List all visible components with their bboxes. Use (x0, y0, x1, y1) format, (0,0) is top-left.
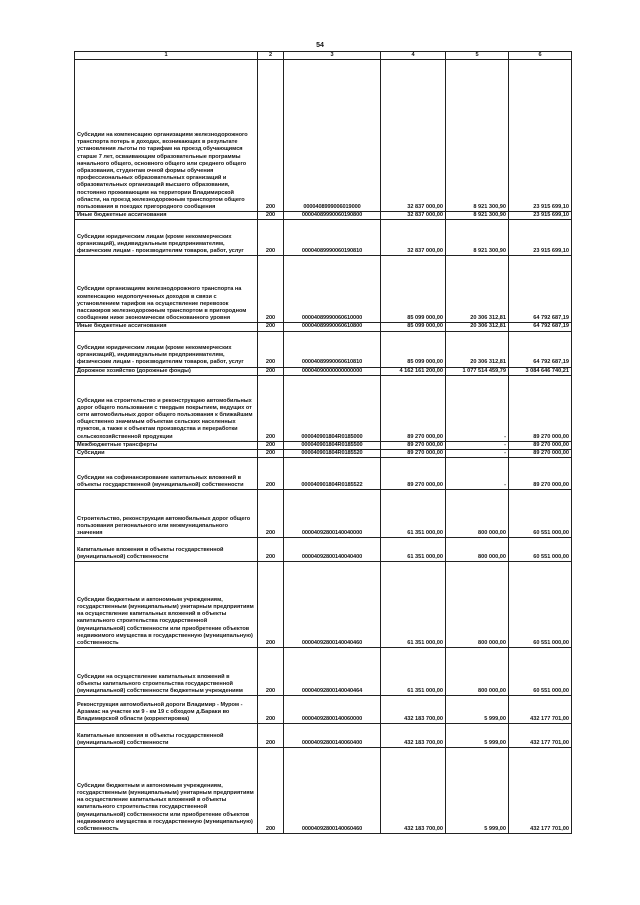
cell-executed-amount: 1 077 514 459,79 (446, 367, 509, 375)
cell-classification-code: 00004092800140040000 (284, 490, 381, 538)
cell-remaining-amount: 60 551 000,00 (509, 648, 572, 696)
cell-remaining-amount: 432 177 701,00 (509, 724, 572, 748)
header-cell: 1 (75, 52, 258, 60)
cell-admin-code: 200 (258, 538, 284, 562)
cell-classification-code: 00004090000000000000 (284, 367, 381, 375)
cell-classification-code: 00004089990060610800 (284, 323, 381, 331)
cell-executed-amount: 20 306 312,81 (446, 331, 509, 367)
header-cell: 2 (258, 52, 284, 60)
header-cell: 4 (381, 52, 446, 60)
table-row (75, 648, 572, 696)
cell-admin-code: 200 (258, 648, 284, 696)
cell-remaining-amount: 3 084 646 740,21 (509, 367, 572, 375)
cell-admin-code: 200 (258, 696, 284, 724)
table-row (75, 441, 572, 449)
cell-admin-code: 200 (258, 724, 284, 748)
cell-admin-code: 200 (258, 458, 284, 490)
cell-approved-amount: 432 183 700,00 (381, 724, 446, 748)
cell-executed-amount: 800 000,00 (446, 538, 509, 562)
cell-remaining-amount: 60 551 000,00 (509, 562, 572, 648)
cell-approved-amount: 61 351 000,00 (381, 538, 446, 562)
cell-name: Субсидии (75, 450, 258, 458)
cell-name: Субсидии юридическим лицам (кроме некоммерческих организаций), индивидуальным предпринимателям, физическим лицам - производителям товаров, работ, услуг (75, 220, 258, 256)
table-row (75, 490, 572, 538)
table-row (75, 748, 572, 834)
cell-remaining-amount: 23 915 699,10 (509, 60, 572, 212)
table-row (75, 450, 572, 458)
cell-executed-amount: 5 999,00 (446, 748, 509, 834)
cell-classification-code: 00004092800140060400 (284, 724, 381, 748)
cell-classification-code: 00004092800140060460 (284, 748, 381, 834)
budget-execution-table (74, 51, 572, 834)
cell-executed-amount: - (446, 458, 509, 490)
cell-name: Субсидии на строительство и реконструкцию автомобильных дорог общего пользования с твердым покрытием, ведущих от сети автомобильных дорог общего пользования к ближайшим общественно значимым объектам сельских населенных пунктов, а также к объектам производства и переработки сельскохозяйственной продукции (75, 375, 258, 441)
cell-executed-amount: 8 921 300,90 (446, 220, 509, 256)
table-row (75, 538, 572, 562)
cell-remaining-amount: 89 270 000,00 (509, 450, 572, 458)
cell-executed-amount: 20 306 312,81 (446, 256, 509, 323)
cell-approved-amount: 85 099 000,00 (381, 256, 446, 323)
cell-name: Субсидии на осуществление капитальных вложений в объекты капитального строительства государственной (муниципальной) собственности бюджетным учреждениям (75, 648, 258, 696)
cell-admin-code: 200 (258, 60, 284, 212)
cell-approved-amount: 85 099 000,00 (381, 323, 446, 331)
cell-approved-amount: 61 351 000,00 (381, 648, 446, 696)
cell-remaining-amount: 64 792 687,19 (509, 323, 572, 331)
cell-name: Субсидии юридическим лицам (кроме некоммерческих организаций), индивидуальным предпринимателям, физическим лицам - производителям товаров, работ, услуг (75, 331, 258, 367)
cell-remaining-amount: 89 270 000,00 (509, 375, 572, 441)
table-row (75, 60, 572, 212)
table-row (75, 367, 572, 375)
cell-approved-amount: 89 270 000,00 (381, 458, 446, 490)
table-row (75, 212, 572, 220)
cell-classification-code: 00004092800140040460 (284, 562, 381, 648)
cell-admin-code: 200 (258, 562, 284, 648)
header-cell: 5 (446, 52, 509, 60)
cell-executed-amount: - (446, 375, 509, 441)
cell-remaining-amount: 432 177 701,00 (509, 696, 572, 724)
cell-approved-amount: 89 270 000,00 (381, 375, 446, 441)
cell-remaining-amount: 60 551 000,00 (509, 490, 572, 538)
cell-remaining-amount: 60 551 000,00 (509, 538, 572, 562)
cell-name: Субсидии организациям железнодорожного транспорта на компенсацию недополученных доходов в связи с установлением тарифов на осуществление перевозок пассажиров железнодорожным транспортом в пригородном сообщении ниже экономически обоснованного уровня (75, 256, 258, 323)
cell-admin-code: 200 (258, 490, 284, 538)
cell-classification-code: 00004092800140060000 (284, 696, 381, 724)
cell-approved-amount: 432 183 700,00 (381, 696, 446, 724)
cell-name: Субсидии бюджетным и автономным учреждениям, государственным (муниципальным) унитарным предприятиям на осуществление капитальных вложений в объекты капитального строительства государственной (муниципальной) собственности или приобретение объектов недвижимого имущества в государственную (муниципальную) собственность (75, 562, 258, 648)
cell-classification-code: 0000408999006019000 (284, 60, 381, 212)
cell-name: Межбюджетные трансферты (75, 441, 258, 449)
cell-remaining-amount: 64 792 687,19 (509, 331, 572, 367)
cell-classification-code: 000040901804R0185500 (284, 441, 381, 449)
header-row (75, 52, 572, 60)
cell-approved-amount: 32 837 000,00 (381, 212, 446, 220)
cell-name: Строительство, реконструкция автомобильных дорог общего пользования регионального или межмуниципального значения (75, 490, 258, 538)
header-cell: 6 (509, 52, 572, 60)
cell-classification-code: 00004092800140040400 (284, 538, 381, 562)
cell-name: Капитальные вложения в объекты государственной (муниципальной) собственности (75, 538, 258, 562)
cell-classification-code: 000040901804R0185000 (284, 375, 381, 441)
cell-admin-code: 200 (258, 220, 284, 256)
cell-name: Субсидии на софинансирование капитальных вложений в объекты государственной (муниципальной) собственности (75, 458, 258, 490)
cell-executed-amount: 8 921 300,90 (446, 212, 509, 220)
cell-executed-amount: 8 921 300,90 (446, 60, 509, 212)
table-row (75, 331, 572, 367)
cell-remaining-amount: 64 792 687,19 (509, 256, 572, 323)
cell-remaining-amount: 23 915 699,10 (509, 220, 572, 256)
cell-classification-code: 00004092800140040464 (284, 648, 381, 696)
cell-approved-amount: 85 099 000,00 (381, 331, 446, 367)
cell-admin-code: 200 (258, 367, 284, 375)
cell-executed-amount: - (446, 450, 509, 458)
cell-name: Субсидии бюджетным и автономным учреждениям, государственным (муниципальным) унитарным предприятиям на осуществление капитальных вложений в объекты капитального строительства государственной (муниципальной) собственности или приобретение объектов недвижимого имущества в государственную (муниципальную) собственность (75, 748, 258, 834)
cell-remaining-amount: 89 270 000,00 (509, 441, 572, 449)
table-row (75, 375, 572, 441)
cell-executed-amount: 800 000,00 (446, 562, 509, 648)
cell-admin-code: 200 (258, 331, 284, 367)
cell-admin-code: 200 (258, 441, 284, 449)
cell-classification-code: 00004089990060610000 (284, 256, 381, 323)
cell-name: Субсидии на компенсацию организациям железнодорожного транспорта потерь в доходах, возникающих в результате установления льготы по тарифам на проезд обучающимся старше 7 лет, осваивающим образовательные программы начального общего, основного общего или среднего общего образования, студентам очной формы обучения профессиональных образовательных организаций и образовательных организаций высшего образования, постоянно проживающим на территории Владимирской области, на проезд железнодорожным транспортом общего пользования в поездах пригородного сообщения (75, 60, 258, 212)
cell-approved-amount: 89 270 000,00 (381, 441, 446, 449)
cell-approved-amount: 61 351 000,00 (381, 562, 446, 648)
cell-classification-code: 00004089990060190810 (284, 220, 381, 256)
cell-approved-amount: 32 837 000,00 (381, 220, 446, 256)
cell-approved-amount: 61 351 000,00 (381, 490, 446, 538)
cell-classification-code: 000040901804R0185522 (284, 458, 381, 490)
table-row (75, 220, 572, 256)
cell-admin-code: 200 (258, 212, 284, 220)
cell-classification-code: 000040901804R0185520 (284, 450, 381, 458)
cell-approved-amount: 32 837 000,00 (381, 60, 446, 212)
cell-classification-code: 00004089990060190800 (284, 212, 381, 220)
cell-classification-code: 00004089990060610810 (284, 331, 381, 367)
cell-executed-amount: - (446, 441, 509, 449)
cell-admin-code: 200 (258, 323, 284, 331)
cell-approved-amount: 4 162 161 200,00 (381, 367, 446, 375)
cell-executed-amount: 800 000,00 (446, 490, 509, 538)
table-row (75, 562, 572, 648)
table-row (75, 696, 572, 724)
table-row (75, 458, 572, 490)
cell-name: Реконструкция автомобильной дороги Владимир - Муром - Арзамас на участке км 9 - км 19 с обходом д.Бараки во Владимирской области (корректировка) (75, 696, 258, 724)
cell-executed-amount: 800 000,00 (446, 648, 509, 696)
cell-admin-code: 200 (258, 256, 284, 323)
cell-name: Дорожное хозяйство (дорожные фонды) (75, 367, 258, 375)
cell-approved-amount: 89 270 000,00 (381, 450, 446, 458)
cell-admin-code: 200 (258, 748, 284, 834)
cell-name: Иные бюджетные ассигнования (75, 323, 258, 331)
cell-remaining-amount: 23 915 699,10 (509, 212, 572, 220)
cell-executed-amount: 20 306 312,81 (446, 323, 509, 331)
header-cell: 3 (284, 52, 381, 60)
table-row (75, 724, 572, 748)
cell-approved-amount: 432 183 700,00 (381, 748, 446, 834)
cell-executed-amount: 5 999,00 (446, 696, 509, 724)
table-row (75, 256, 572, 323)
cell-name: Капитальные вложения в объекты государственной (муниципальной) собственности (75, 724, 258, 748)
cell-executed-amount: 5 999,00 (446, 724, 509, 748)
cell-name: Иные бюджетные ассигнования (75, 212, 258, 220)
cell-admin-code: 200 (258, 375, 284, 441)
table-row (75, 323, 572, 331)
cell-remaining-amount: 432 177 701,00 (509, 748, 572, 834)
cell-admin-code: 200 (258, 450, 284, 458)
cell-remaining-amount: 89 270 000,00 (509, 458, 572, 490)
page-number: 54 (316, 42, 324, 49)
